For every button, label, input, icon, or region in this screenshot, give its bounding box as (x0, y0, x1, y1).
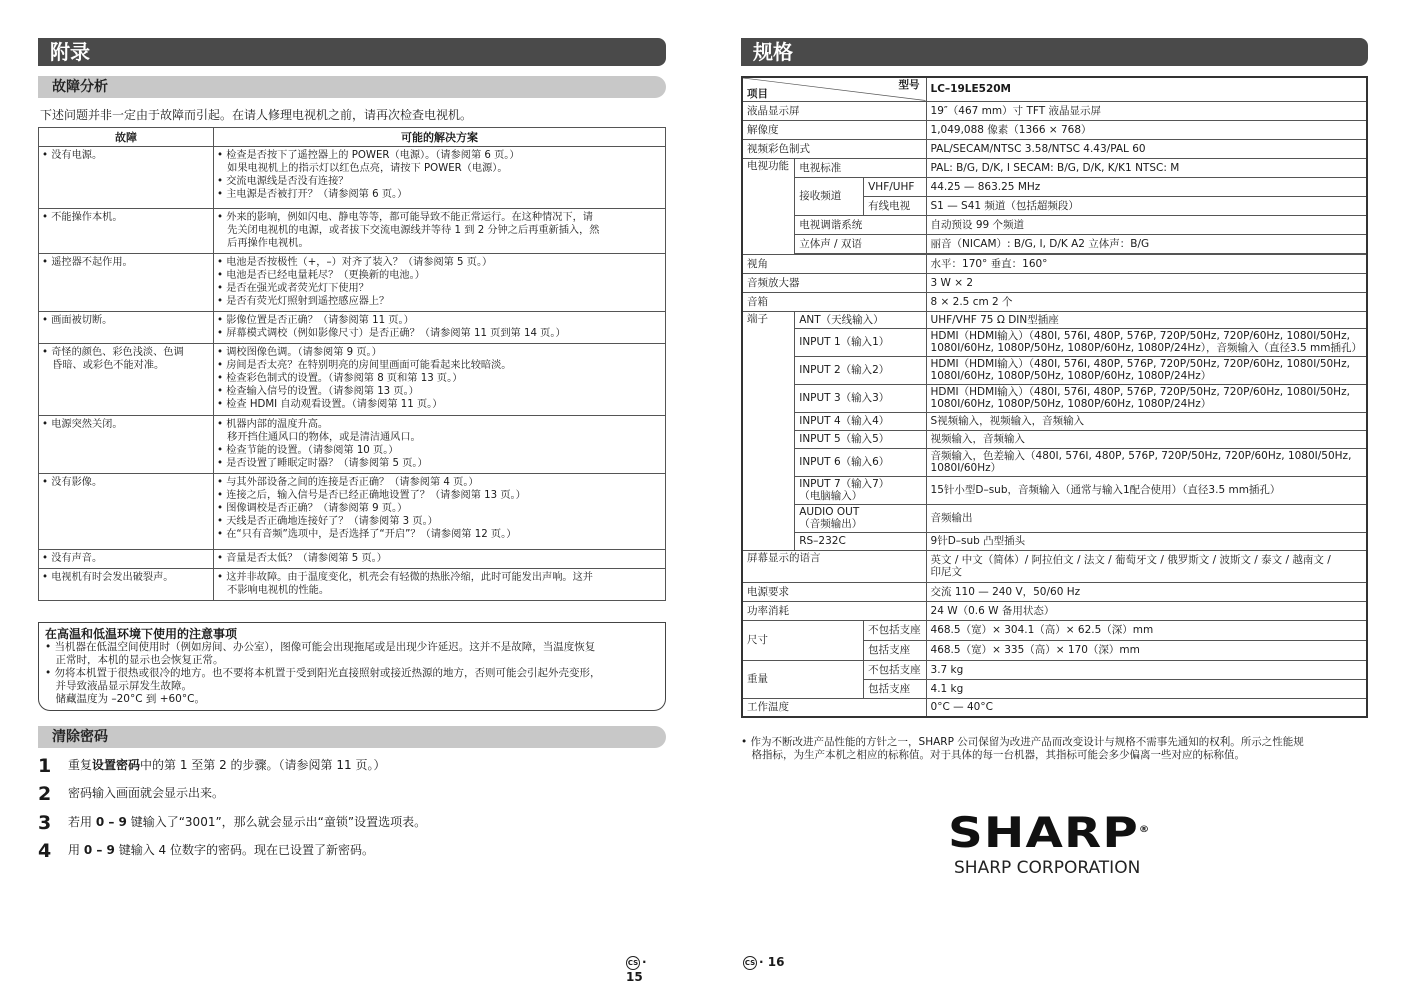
terminal-value: 9针D–sub 凸型插头 (926, 532, 1367, 550)
problem-cell: • 遥控器不起作用。 (39, 254, 214, 312)
weight-no-stand-label: 不包括支座 (864, 660, 926, 679)
terminal-value: S视频输入，视频输入，音频输入 (926, 412, 1367, 430)
cons-value: 24 W（0.6 W 备用状态） (926, 601, 1367, 620)
step-number: 3 (38, 811, 52, 834)
lcd-label: 液晶显示屏 (742, 101, 926, 120)
hdr-item-label: 项目 (747, 87, 768, 100)
size-with-stand-value: 468.5（宽）× 335（高）× 170（深）mm (926, 640, 1367, 660)
password-step: 2 密码输入画面就会显示出来。 (38, 782, 225, 805)
solution-cell: • 音量是否太低？（请参阅第 5 页。） (214, 550, 666, 569)
terminal-row (742, 504, 1367, 532)
terminal-row (742, 328, 1367, 356)
terminal-name: INPUT 1（输入1） (795, 328, 926, 356)
temp-label: 工作温度 (742, 698, 926, 717)
cs-badge: CS (626, 956, 640, 970)
weight-with-stand-label: 包括支座 (864, 679, 926, 698)
terminal-name: INPUT 6（输入6） (795, 448, 926, 476)
terminal-name: INPUT 5（输入5） (795, 430, 926, 448)
page-number-16: CS · 16 (744, 955, 785, 969)
col-problem-header: 故障 (39, 128, 214, 147)
terminal-row (742, 476, 1367, 504)
cons-label: 功率消耗 (742, 601, 926, 620)
size-with-stand-label: 包括支座 (864, 640, 926, 660)
spk-value: 8 × 2.5 cm 2 个 (926, 292, 1367, 311)
troubleshoot-intro: 下述问题并非一定由于故障而引起。在请人修理电视机之前，请再次检查电视机。 (40, 108, 473, 122)
sharp-logo: SHARP® (948, 808, 1151, 857)
temperature-note (38, 622, 666, 711)
res-value: 1,049,088 像素（1366 × 768） (926, 120, 1367, 139)
terminal-value: HDMI（HDMI输入）（480I, 576I, 480P, 576P, 720P/50Hz, 720P/60Hz, 1080I/50Hz, 1080I/60Hz, 1080P/50Hz, 1080P/60Hz, 1080P/24Hz） (926, 356, 1367, 384)
weight-with-stand-value: 4.1 kg (926, 679, 1367, 698)
solution-cell: • 这并非故障。由于温度变化，机壳会有轻微的热胀冷缩，此时可能发出声响。这并 不影响电视机的性能。 (214, 569, 666, 601)
terminal-row (742, 448, 1367, 476)
stereo-label: 立体声 / 双语 (795, 234, 926, 253)
password-step: 4 用 0 – 9 键输入 4 位数字的密码。现在已设置了新密码。 (38, 839, 374, 862)
temperature-note-title: 在高温和低温环境下使用的注意事项 (45, 627, 238, 641)
solution-cell: • 调校图像色调。（请参阅第 9 页。） • 房间是否太亮？在特别明亮的房间里画面可能看起来比较暗淡。 • 检查彩色制式的设置。（请参阅第 8 页和第 13 页。） • 检查输入信号的设置。（请参阅第 13 页。） • 检查 HDMI 自动观看设置。（请参阅第 11 页。） (214, 344, 666, 416)
terminal-row (742, 384, 1367, 412)
vhf-label: VHF/UHF (864, 177, 926, 196)
terminal-name: AUDIO OUT （音频输出） (795, 504, 926, 532)
spec-title: 规格 (741, 38, 1368, 66)
password-heading: 清除密码 (38, 726, 666, 748)
terminal-value: 视频输入，音频输入 (926, 430, 1367, 448)
view-value: 水平：170° 垂直：160° (926, 254, 1367, 273)
terminal-name: RS–232C (795, 532, 926, 550)
solution-cell: • 外来的影响，例如闪电、静电等等，都可能导致不能正常运行。在这种情况下，请 先关闭电视机的电源，或者拔下交流电源线并等待 1 到 2 分钟之后再重新插入，然 后再操作电视机。 (214, 209, 666, 254)
cable-value: S1 — S41 频道（包括超频段） (926, 196, 1367, 215)
vhf-value: 44.25 — 863.25 MHz (926, 177, 1367, 196)
table-row (39, 254, 666, 312)
solution-cell: • 电池是否按极性（+，–）对齐了装入？（请参阅第 5 页。） • 电池是否已经电量耗尽？（更换新的电池。） • 是否在强光或者荧光灯下使用？ • 是否有荧光灯照射到遥控感应器上？ (214, 254, 666, 312)
weight-no-stand-value: 3.7 kg (926, 660, 1367, 679)
terminal-name: INPUT 3（输入3） (795, 384, 926, 412)
spec-footnote: • 作为不断改进产品性能的方针之一，SHARP 公司保留为改进产品而改变设计与规格不需事先通知的权利。所示之性能规 格指标，为生产本机之相应的标称值。对于具体的每一台机器，其指标可能会多少偏离一些对应的标称值。 (741, 736, 1304, 761)
note-line: 储藏温度为 –20°C 到 +60°C。 (45, 693, 205, 705)
table-row (39, 344, 666, 416)
note-line: • 勿将本机置于很热或很冷的地方。也不要将本机置于受到阳光直接照射或接近热源的地方，否则可能会引起外壳变形， (45, 667, 601, 679)
tuning-value: 自动预设 99 个频道 (926, 215, 1367, 234)
spec-header-cell (742, 77, 926, 101)
lang-label: 屏幕显示的语言 (742, 550, 926, 582)
res-label: 解像度 (742, 120, 926, 139)
table-row (39, 569, 666, 601)
corporation-name: SHARP CORPORATION (954, 858, 1141, 878)
problem-cell: • 没有声音。 (39, 550, 214, 569)
col-solution-header: 可能的解决方案 (214, 128, 666, 147)
spec-table (741, 76, 1368, 718)
terminal-row (742, 412, 1367, 430)
terminal-name: INPUT 2（输入2） (795, 356, 926, 384)
step-number: 1 (38, 754, 52, 777)
terminal-row (742, 532, 1367, 550)
problem-cell: • 没有电源。 (39, 147, 214, 209)
size-label: 尺寸 (742, 620, 864, 660)
problem-cell: • 没有影像。 (39, 474, 214, 550)
terminal-name: ANT（天线输入） (795, 311, 926, 328)
color-value: PAL/SECAM/NTSC 3.58/NTSC 4.43/PAL 60 (926, 139, 1367, 158)
terminal-value: 音频输入，色差输入（480I, 576I, 480P, 576P, 720P/50Hz, 720P/60Hz, 1080I/50Hz, 1080I/60Hz） (926, 448, 1367, 476)
terminal-value: 音频输出 (926, 504, 1367, 532)
problem-cell: • 画面被切断。 (39, 312, 214, 344)
lang-value: 英文 / 中文（简体）/ 阿拉伯文 / 法文 / 葡萄牙文 / 俄罗斯文 / 波斯文 / 泰文 / 越南文 / 印尼文 (926, 550, 1367, 582)
tuning-label: 电视调谐系统 (795, 215, 926, 234)
right-page (741, 0, 1368, 991)
table-row (39, 474, 666, 550)
power-label: 电源要求 (742, 582, 926, 601)
problem-cell: • 奇怪的颜色、彩色浅淡、色调 昏暗、或彩色不能对准。 (39, 344, 214, 416)
size-no-stand-value: 468.5（宽）× 304.1（高）× 62.5（深）mm (926, 620, 1367, 640)
terminals-label: 端子 (742, 311, 795, 550)
step-number: 4 (38, 839, 52, 862)
terminal-value: UHF/VHF 75 Ω DIN型插座 (926, 311, 1367, 328)
problem-cell: • 电视机有时会发出破裂声。 (39, 569, 214, 601)
note-line: 正常时，本机的显示也会恢复正常。 (45, 654, 224, 666)
weight-label: 重量 (742, 660, 864, 698)
table-row (39, 416, 666, 474)
note-line: • 当机器在低温空间使用时（例如房间、办公室），图像可能会出现拖尾或是出现少许延迟。这并不是故障，当温度恢复 (45, 641, 596, 653)
terminal-row (742, 430, 1367, 448)
password-step: 1 重复设置密码中的第 1 至第 2 的步骤。（请参阅第 11 页。） (38, 754, 386, 777)
password-step: 3 若用 0 – 9 键输入了“3001”，那么就会显示出“童锁”设置选项表。 (38, 811, 427, 834)
lcd-value: 19″（467 mm）寸 TFT 液晶显示屏 (926, 101, 1367, 120)
std-value: PAL: B/G, D/K, I SECAM: B/G, D/K, K/K1 NTSC: M (926, 158, 1367, 177)
terminal-value: HDMI（HDMI输入）（480I, 576I, 480P, 576P, 720P/50Hz, 720P/60Hz, 1080I/50Hz, 1080I/60Hz, 1080P/50Hz, 1080P/60Hz, 1080P/24Hz） (926, 384, 1367, 412)
table-row (39, 209, 666, 254)
amp-value: 3 W × 2 (926, 273, 1367, 292)
terminal-value: HDMI（HDMI输入）（480I, 576I, 480P, 576P, 720P/50Hz, 720P/60Hz, 1080I/50Hz, 1080I/60Hz, 1080P/50Hz, 1080P/60Hz, 1080P/24Hz），音频输入（直径3.5 mm插孔） (926, 328, 1367, 356)
table-row (39, 312, 666, 344)
table-row (39, 550, 666, 569)
hdr-model-label: 型号 (898, 79, 920, 91)
problem-cell: • 不能操作本机。 (39, 209, 214, 254)
page-number-15: CS · 15 (626, 955, 647, 984)
terminal-row (742, 311, 1367, 328)
size-no-stand-label: 不包括支座 (864, 620, 926, 640)
recv-label: 接收频道 (795, 177, 864, 215)
temp-value: 0°C — 40°C (926, 698, 1367, 717)
solution-cell: • 影像位置是否正确？（请参阅第 11 页。） • 屏幕模式调校（例如影像尺寸）是否正确？（请参阅第 11 页到第 14 页。） (214, 312, 666, 344)
terminal-row (742, 356, 1367, 384)
troubleshoot-heading: 故障分析 (38, 76, 666, 98)
solution-cell: • 检查是否按下了遥控器上的 POWER（电源）。（请参阅第 6 页。） 如果电视机上的指示灯以红色点亮，请按下 POWER（电源）。 • 交流电源线是否没有连接？ • 主电源是否被打开？（请参阅第 6 页。） (214, 147, 666, 209)
appendix-title: 附录 (38, 38, 666, 66)
note-line: 并导致液晶显示屏发生故障。 (45, 680, 192, 692)
stereo-value: 丽音（NICAM）: B/G, I, D/K A2 立体声：B/G (926, 234, 1367, 253)
terminal-name: INPUT 4（输入4） (795, 412, 926, 430)
color-label: 视频彩色制式 (742, 139, 926, 158)
amp-label: 音频放大器 (742, 273, 926, 292)
power-value: 交流 110 — 240 V，50/60 Hz (926, 582, 1367, 601)
terminal-value: 15针小型D–sub，音频输入（通常与输入1配合使用）（直径3.5 mm插孔） (926, 476, 1367, 504)
problem-cell: • 电源突然关闭。 (39, 416, 214, 474)
terminal-name: INPUT 7（输入7） （电脑输入） (795, 476, 926, 504)
cs-badge: CS (743, 956, 757, 970)
step-number: 2 (38, 782, 52, 805)
solution-cell: • 机器内部的温度升高。 移开挡住通风口的物体，或是清洁通风口。 • 检查节能的设置。（请参阅第 10 页。） • 是否设置了睡眠定时器？（请参阅第 5 页。） (214, 416, 666, 474)
tvfunc-label: 电视功能 (742, 158, 795, 254)
table-row (39, 147, 666, 209)
solution-cell: • 与其外部设备之间的连接是否正确？（请参阅第 4 页。） • 连接之后，输入信号是否已经正确地设置了？（请参阅第 13 页。） • 图像调校是否正确？（请参阅第 9 页。） • 天线是否正确地连接好了？（请参阅第 3 页。） • 在“只有音频”选项中，是否选择了“开启”？（请参阅第 12 页。） (214, 474, 666, 550)
troubleshoot-table (38, 127, 666, 601)
left-page (38, 0, 666, 991)
std-label: 电视标准 (795, 158, 926, 177)
model-value: LC–19LE520M (926, 77, 1367, 101)
spk-label: 音箱 (742, 292, 926, 311)
cable-label: 有线电视 (864, 196, 926, 215)
view-label: 视角 (742, 254, 926, 273)
